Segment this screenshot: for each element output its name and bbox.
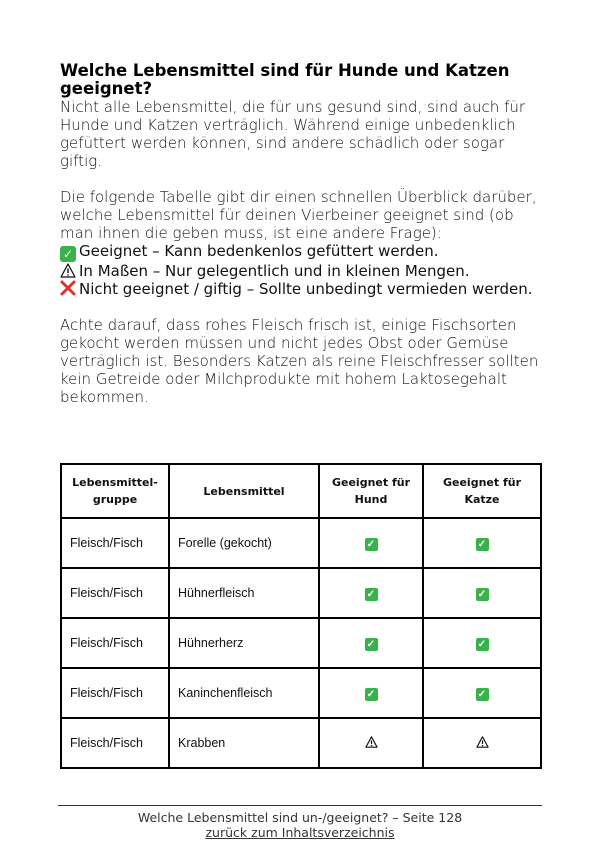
legend-warn [60,262,542,280]
cell-food: Hühnerfleisch [169,568,319,618]
food-table [60,463,542,769]
check-mark-icon: ✓ [476,688,489,701]
check-mark-icon: ✓ [365,688,378,701]
cell-group: Fleisch/Fisch [61,668,169,718]
table-row [61,718,541,768]
intro-paragraph: Nicht alle Lebensmittel, die für uns gesund sind, sind auch für Hunde und Katzen verträglich. Während einige unbedenklich gefüttert werden können, sind andere schädlich oder sogar giftig. [60,98,526,170]
footer-divider [58,805,542,806]
main-content [60,62,542,406]
legend-warn-text: In Maßen – Nur gelegentlich und in kleinen Mengen. [79,262,470,280]
check-mark-icon: ✓ [476,588,489,601]
cell-food: Hühnerherz [169,618,319,668]
check-mark-icon: ✓ [60,246,76,262]
cell-dog [319,568,423,618]
legend-no-text: Nicht geeignet / giftig – Sollte unbedingt vermieden werden. [79,280,533,298]
legend-no [60,280,542,298]
cell-dog [319,718,423,768]
toc-link[interactable]: zurück zum Inhaltsverzeichnis [205,825,395,840]
table-row [61,668,541,718]
cell-group: Fleisch/Fisch [61,718,169,768]
page-heading: Welche Lebensmittel sind für Hunde und Katzen geeignet? [60,61,510,98]
header-cat: Geeignet für Katze [423,464,541,518]
cell-cat [423,568,541,618]
footer-link-container [0,825,600,840]
check-mark-icon: ✓ [365,638,378,651]
check-mark-icon: ✓ [476,538,489,551]
cell-food: Kaninchenfleisch [169,668,319,718]
header-food: Lebensmittel [169,464,319,518]
cell-dog [319,668,423,718]
check-mark-icon: ✓ [365,538,378,551]
cell-cat [423,618,541,668]
cell-group: Fleisch/Fisch [61,518,169,568]
warning-triangle-icon [60,263,76,278]
cell-group: Fleisch/Fisch [61,618,169,668]
cell-food: Forelle (gekocht) [169,518,319,568]
header-group: Lebensmittel-gruppe [61,464,169,518]
table-header-row [61,464,541,518]
footer-page-label: Welche Lebensmittel sind un-/geeignet? – Seite 128 [137,810,463,825]
cell-cat [423,518,541,568]
legend-ok-text: Geeignet – Kann bedenkenlos gefüttert werden. [79,242,439,260]
legend-ok [60,242,542,262]
cross-mark-icon [60,280,76,296]
cell-dog [319,618,423,668]
cell-cat [423,668,541,718]
cell-group: Fleisch/Fisch [61,568,169,618]
note-paragraph: Achte darauf, dass rohes Fleisch frisch ist, einige Fischsorten gekocht werden müssen und nicht jedes Obst oder Gemüse verträglich ist. Besonders Katzen als reine Fleischfresser sollten kein Getreide oder Milchprodukte mit hohem Laktosegehalt bekommen. [60,316,539,406]
overview-paragraph: Die folgende Tabelle gibt dir einen schnellen Überblick darüber, welche Lebensmittel für deinen Vierbeiner geeignet sind (ob man ihnen die geben muss, ist eine andere Frage): [60,188,537,242]
cell-food: Krabben [169,718,319,768]
cell-cat [423,718,541,768]
table-row [61,618,541,668]
header-dog: Geeignet für Hund [319,464,423,518]
table-row [61,518,541,568]
check-mark-icon: ✓ [365,588,378,601]
check-mark-icon: ✓ [476,638,489,651]
table-row [61,568,541,618]
cell-dog [319,518,423,568]
warning-triangle-icon [365,736,378,748]
warning-triangle-icon [476,736,489,748]
